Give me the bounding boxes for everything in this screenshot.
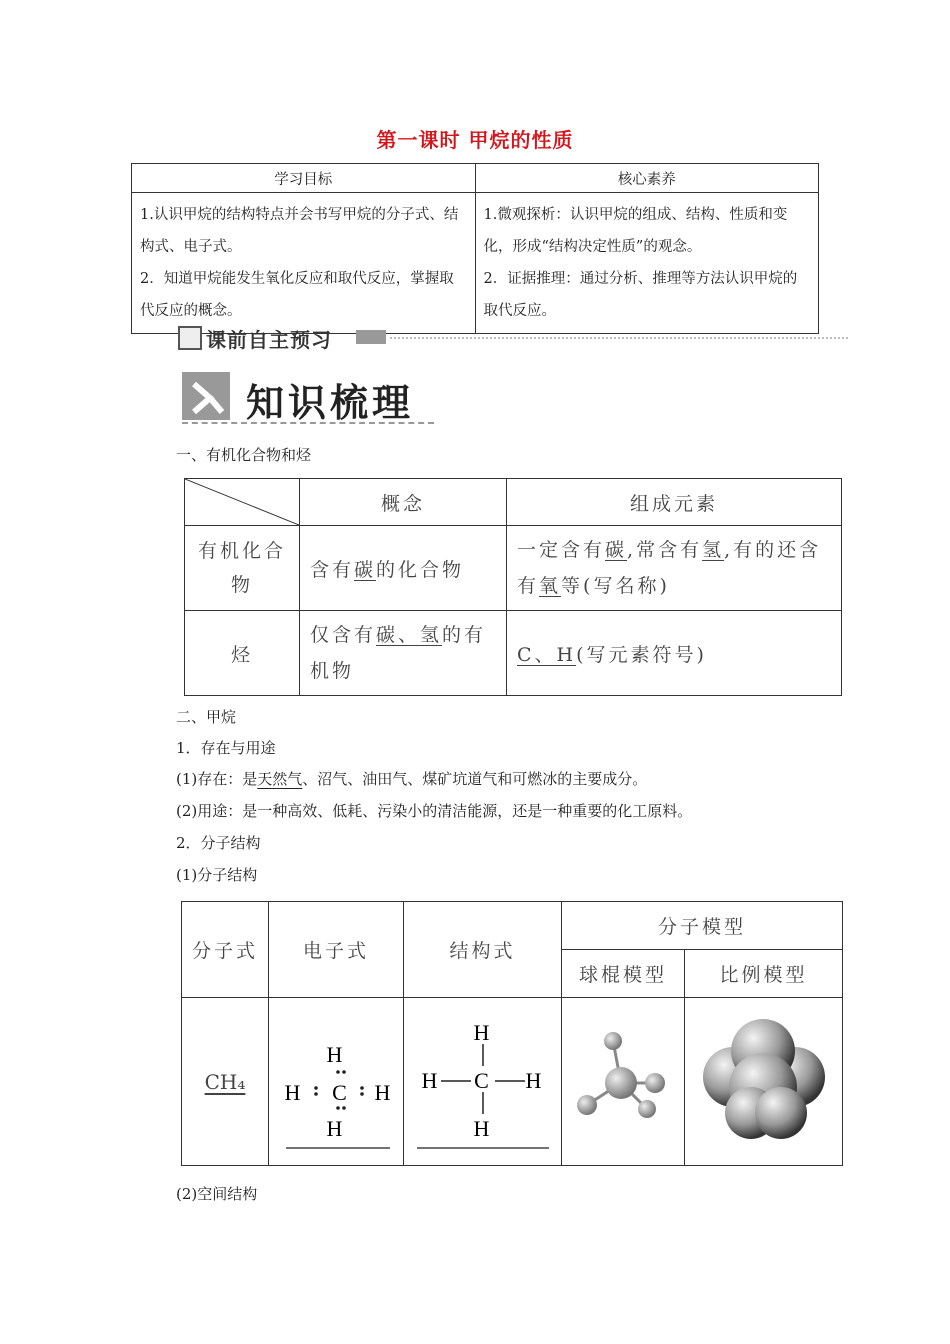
row-hydrocarbon: 烃 — [185, 611, 300, 696]
atom-c: C — [332, 1079, 350, 1105]
banner-title: 课前自主预习 — [206, 328, 332, 352]
formula-cell — [182, 998, 269, 1166]
goals-left-cell — [132, 193, 476, 334]
blank-answer: C、H — [517, 643, 577, 666]
blank-answer: 氧 — [539, 575, 562, 597]
subheading-molecular: (1)分子结构 — [176, 866, 258, 884]
arrow-icon — [178, 326, 202, 350]
atom-h: H — [326, 1115, 346, 1141]
hdr-formula: 分子式 — [182, 902, 269, 998]
heading-organic: 一、有机化合物和烃 — [176, 446, 312, 464]
blank-answer: 碳 — [354, 558, 377, 581]
atom-h: H — [473, 1019, 492, 1045]
atom-c: C — [473, 1067, 492, 1093]
subheading-structure: 2．分子结构 — [176, 834, 261, 852]
atom-h: H — [374, 1079, 394, 1105]
ball-stick-cell — [562, 998, 685, 1166]
atom-h: H — [525, 1067, 544, 1093]
chevron-icon — [182, 372, 230, 420]
hdr-ball-stick: 球棍模型 — [562, 950, 685, 998]
literacy-item: 2．证据推理：通过分析、推理等方法认识甲烷的取代反应。 — [483, 271, 798, 319]
scale-model-cell — [685, 998, 843, 1166]
structure-table — [181, 901, 843, 1166]
para-existence: (1)存在：是天然气、沼气、油田气、煤矿坑道气和可燃冰的主要成分。 — [176, 770, 648, 788]
heading-methane: 二、甲烷 — [176, 708, 237, 726]
goal-item: 1.认识甲烷的结构特点并会书写甲烷的分子式、结构式、电子式。 — [140, 207, 459, 255]
para-usage: (2)用途：是一种高效、低耗、污染小的清洁能源，还是一种重要的化工原料。 — [176, 802, 693, 820]
atom-h: H — [421, 1067, 440, 1093]
organic-elements: 一定含有碳,常含有氢,有的还含有氧等(写名称) — [507, 526, 842, 611]
section-divider — [182, 422, 434, 424]
hdr-structure: 结构式 — [404, 902, 562, 998]
goal-item: 2．知道甲烷能发生氧化反应和取代反应，掌握取代反应的概念。 — [140, 271, 454, 319]
electron-formula-diagram — [276, 1012, 396, 1152]
structural-formula-diagram — [413, 1012, 553, 1152]
blank-answer: 氢 — [702, 539, 725, 561]
hdr-electron: 电子式 — [269, 902, 404, 998]
hydrocarbon-elements: C、H(写元素符号) — [507, 611, 842, 696]
organic-concept: 含有碳的化合物 — [300, 526, 507, 611]
literacy-item: 1.微观探析：认识甲烷的组成、结构、性质和变化，形成“结构决定性质”的观念。 — [483, 207, 788, 255]
row-organic: 有机化合物 — [185, 526, 300, 611]
organic-table — [184, 478, 842, 696]
blank-answer: 碳、氢 — [376, 624, 443, 646]
subheading-use: 1．存在与用途 — [176, 739, 276, 757]
atom-h: H — [284, 1079, 304, 1105]
hydrocarbon-concept: 仅含有碳、氢的有机物 — [300, 611, 507, 696]
goals-table — [131, 163, 819, 334]
page-title: 第一课时 甲烷的性质 — [376, 128, 574, 152]
goals-header-right: 核心素养 — [475, 164, 819, 193]
hdr-model: 分子模型 — [562, 902, 843, 950]
blank-answer: 碳 — [605, 539, 628, 561]
goals-right-cell — [475, 193, 819, 334]
formula-ch4: CH₄ — [204, 1069, 246, 1094]
banner-decoration — [356, 330, 386, 344]
electron-formula-cell — [269, 998, 404, 1166]
atom-h: H — [326, 1041, 346, 1067]
section-title: 知识梳理 — [246, 381, 415, 425]
structural-formula-cell — [404, 998, 562, 1166]
ball-stick-model — [573, 1027, 673, 1137]
col-concept: 概念 — [300, 479, 507, 526]
space-filling-model — [699, 1017, 829, 1147]
atom-h: H — [473, 1115, 492, 1141]
subheading-spatial: (2)空间结构 — [176, 1185, 258, 1203]
goals-header-left: 学习目标 — [132, 164, 476, 193]
diagonal-cell — [185, 479, 300, 526]
blank-answer: 天然气 — [257, 770, 303, 788]
hdr-scale: 比例模型 — [685, 950, 843, 998]
col-elements: 组成元素 — [507, 479, 842, 526]
banner-divider — [390, 337, 848, 339]
